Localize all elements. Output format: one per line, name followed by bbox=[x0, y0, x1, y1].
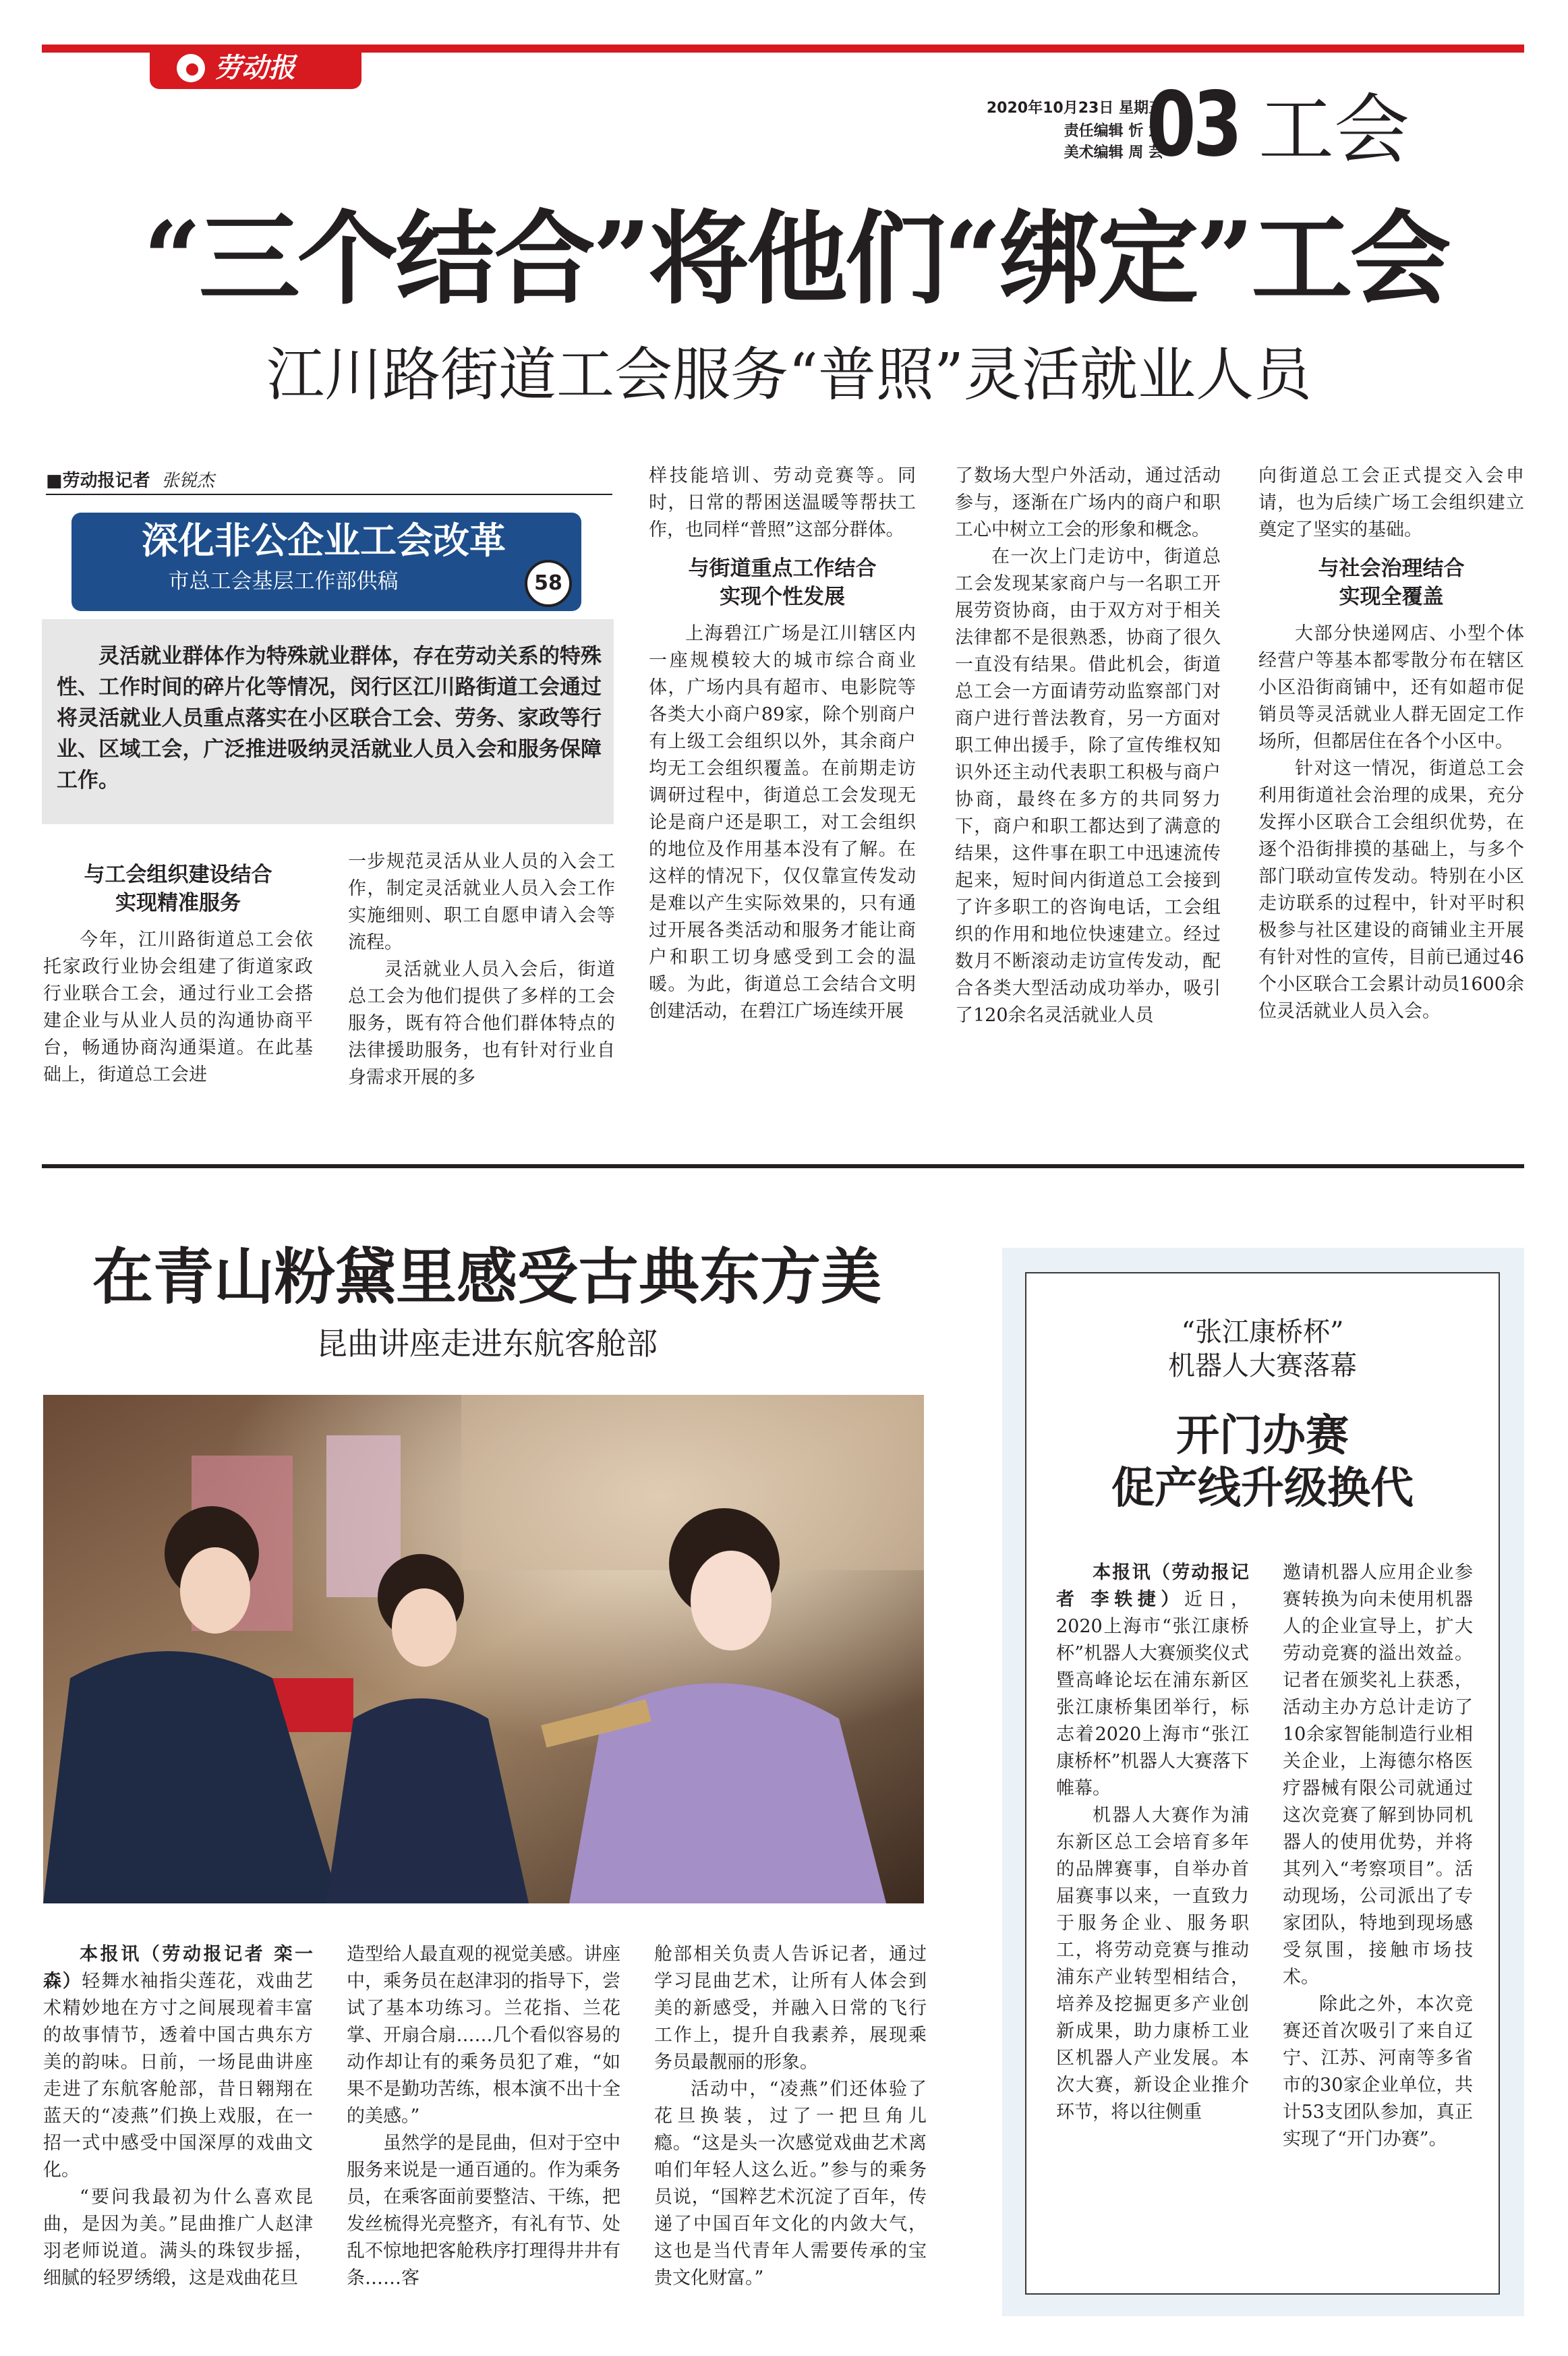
story2-col-1 bbox=[43, 1941, 313, 2292]
logo-text: 劳动报 bbox=[214, 53, 295, 84]
story3-byline: 本报讯（劳动报记者 李轶捷） bbox=[1056, 1562, 1249, 1610]
logo-icon-inner bbox=[186, 63, 198, 76]
series-title: 深化非公企业工会改革 bbox=[142, 519, 506, 562]
page-number: 03 bbox=[1146, 73, 1240, 177]
story1-lead bbox=[57, 641, 602, 796]
story3-para-2: 机器人大赛作为浦东新区总工会培育多年的品牌赛事，自举办首届赛事以来，一直致力于服务企业、服务职工，将劳动竞赛与推动浦东产业转型相结合，培养及挖掘更多产业创新成果，助力康桥工业区机器人产业发展。本次大赛，新设企业推介环节，将以往侧重 bbox=[1056, 1805, 1249, 2123]
story3-para-1-text: 近日，2020上海市“张江康桥杯”机器人大赛颁奖仪式暨高峰论坛在浦东新区张江康桥集团举行，标志着2020上海市“张江康桥杯”机器人大赛落下帷幕。 bbox=[1056, 1589, 1250, 1799]
story1-col-3 bbox=[649, 463, 916, 1025]
para-org-2-cont: 样技能培训、劳动竞赛等。同时，日常的帮困送温暖等帮扶工作，也同样“普照”这部分群体。 bbox=[649, 465, 916, 540]
story2-para-1-text: 轻舞水袖指尖莲花，戏曲艺术精妙地在方寸之间展现着丰富的故事情节，透着中国古典东方美的韵味。日前，一场昆曲讲座走进了东航客舱部，昔日翱翔在蓝天的“凌燕”们换上戏服，在一招一式中感受中国深厚的戏曲文化。 bbox=[43, 1971, 314, 2181]
story3-headline: 开门办赛 促产线升级换代 bbox=[1111, 1410, 1414, 1514]
story2-para-2-cont: 造型给人最直观的视觉美感。讲座中，乘务员在赵津羽的指导下，尝试了基本功练习。兰花指、兰花掌、开扇合扇……几个看似容易的动作却让有的乘务员犯了难，“如果不是勤功苦练，根本演不出十全的美感。” bbox=[347, 1944, 620, 2127]
story3-col-2 bbox=[1283, 1559, 1473, 2153]
story2-para-2: “要问我最初为什么喜欢昆曲，是因为美。”昆曲推广人赵津羽老师说道。满头的珠钗步摇，细腻的轻罗绣缎，这是戏曲花旦 bbox=[43, 2187, 313, 2289]
kunqu-photo-illustration bbox=[43, 1395, 924, 1903]
para-key-2: 在一次上门走访中，街道总工会发现某家商户与一名职工开展劳资协商，由于双方对于相关法律都不是很熟悉，协商了很久一直没有结果。借此机会，街道总工会一方面请劳动监察部门对商户进行普法教育，另一方面对职工伸出援手，除了宣传维权知识外还主动代表职工积极与商户协商，最终在多方的共同努力下，商户和职工都达到了满意的结果，这件事在职工中迅速流传起来，短时间内街道总工会接到了许多职工的咨询电话，工会组织的作用和地位快速建立。经过数月不断滚动走访宣传发动，配合各类大型活动成功举办，吸引了120余名灵活就业人员 bbox=[955, 546, 1221, 1026]
para-key-1: 上海碧江广场是江川辖区内一座规模较大的城市综合商业体，广场内具有超市、电影院等各类大小商户89家，除个别商户有上级工会组织以外，其余商户均无工会组织覆盖。在前期走访调研过程中，街道总工会发现无论是商户还是职工，对工会组织的地位及作用基本没有了解。在这样的情况下，仅仅靠宣传发动是难以产生实际效果的，只有通过开展各类活动和服务才能让商户和职工切身感受到工会的温暖。为此，街道总工会结合文明创建活动，在碧江广场连续开展 bbox=[649, 623, 916, 1022]
story3-para-1 bbox=[1056, 1559, 1249, 1802]
story3-para-3: 除此之外，本次竞赛还首次吸引了来自辽宁、江苏、河南等多省市的30家企业单位，共计53支团队参加，真正实现了“开门办赛”。 bbox=[1283, 1994, 1473, 2150]
lead-text: 灵活就业群体作为特殊就业群体，存在劳动关系的特殊性、工作时间的碎片化等情况，闵行区江川路街道工会通过将灵活就业人员重点落实在小区联合工会、劳务、家政等行业、区域工会，广泛推进吸纳灵活就业人员入会和服务保障工作。 bbox=[57, 644, 602, 793]
series-number: 58 bbox=[534, 571, 562, 595]
story1-subhead: 江川路街道工会服务“普照”灵活就业人员 bbox=[266, 341, 1312, 409]
section-name: 工会 bbox=[1258, 86, 1410, 174]
story1-col-1 bbox=[43, 850, 313, 1089]
story1-headline: “三个结合”将他们“绑定”工会 bbox=[143, 200, 1449, 318]
story2-subhead: 昆曲讲座走进东航客舱部 bbox=[316, 1325, 658, 1362]
story2-para-3-cont: 舱部相关负责人告诉记者，通过学习昆曲艺术，让所有人体会到美的新感受，并融入日常的飞行工作上，提升自我素养，展现乘务员最靓丽的形象。 bbox=[654, 1944, 927, 2073]
para-org-1: 今年，江川路街道总工会依托家政行业协会组建了街道家政行业联合工会，通过行业工会搭建企业与从业人员的沟通协商平台，畅通协商沟通渠道。在此基础上，街道总工会进 bbox=[43, 929, 313, 1085]
byline-rule bbox=[46, 494, 612, 495]
story1-col-4 bbox=[955, 463, 1221, 1029]
para-soc-1: 大部分快递网店、小型个体经营户等基本都零散分布在辖区小区沿街商铺中，还有如超市促销员等灵活就业人群无固定工作场所，但都居住在各个小区中。 bbox=[1258, 623, 1524, 752]
para-org-1-cont: 一步规范灵活从业人员的入会工作，制定灵活就业人员入会工作实施细则、职工自愿申请入会等流程。 bbox=[348, 851, 615, 953]
story2-col-3 bbox=[654, 1941, 927, 2292]
byline-name: 张锐杰 bbox=[161, 471, 214, 491]
editor-line-1: 责任编辑 忻 意 bbox=[1064, 123, 1163, 140]
series-provider: 市总工会基层工作部供稿 bbox=[168, 569, 399, 594]
section-divider bbox=[42, 1164, 1524, 1168]
story2-headline: 在青山粉黛里感受古典东方美 bbox=[92, 1241, 881, 1313]
story3-col-1 bbox=[1056, 1559, 1249, 2126]
story3-kicker: “张江康桥杯” 机器人大赛落幕 bbox=[1168, 1317, 1357, 1381]
story2-para-3: 虽然学的是昆曲，但对于空中服务来说是一通百通的。作为乘务员，在乘客面前要整洁、干练，把发丝梳得光亮整齐，有礼有节、处乱不惊地把客舱秩序打理得井井有条……客 bbox=[347, 2133, 620, 2289]
para-key-2-cont: 向街道总工会正式提交入会申请，也为后续广场工会组织建立奠定了坚实的基础。 bbox=[1258, 465, 1524, 540]
subhead-org: 与工会组织建设结合 实现精准服务 bbox=[84, 863, 272, 915]
story2-para-4: 活动中，“凌燕”们还体验了花旦换装，过了一把旦角儿瘾。“这是头一次感觉戏曲艺术离咱们年轻人这么近。”参与的乘务员说，“国粹艺术沉淀了百年，传递了中国百年文化的内敛大气，这也是当代青年人需要传承的宝贵文化财富。” bbox=[654, 2079, 927, 2289]
story1-col-5 bbox=[1258, 463, 1524, 1025]
editor-line-2: 美术编辑 周 芸 bbox=[1064, 144, 1163, 161]
para-org-2: 灵活就业人员入会后，街道总工会为他们提供了多样的工会服务，既有符合他们群体特点的法律援助服务，也有针对行业自身需求开展的多 bbox=[348, 959, 615, 1088]
story2-col-2 bbox=[347, 1941, 620, 2292]
story2-byline: 本报讯（劳动报记者 栾一森） bbox=[43, 1944, 313, 1992]
byline-tag: ■劳动报记者 bbox=[46, 471, 150, 491]
story1-col-2 bbox=[348, 849, 615, 1091]
para-soc-2: 针对这一情况，街道总工会利用街道社会治理的成果，充分发挥小区联合工会组织优势，在逐个沿街排摸的基础上，与多个部门联动宣传发动。特别在小区走访联系的过程中，针对平时积极参与社区建设的商铺业主开展有针对性的宣传，目前已通过46个小区联合工会累计动员1600余位灵活就业人员入会。 bbox=[1258, 758, 1524, 1022]
para-key-1-cont: 了数场大型户外活动，通过活动参与，逐渐在广场内的商户和职工心中树立工会的形象和概念。 bbox=[955, 465, 1221, 540]
story3-para-2-cont: 邀请机器人应用企业参赛转换为向未使用机器人的企业宣导上，扩大劳动竞赛的溢出效益。记者在颁奖礼上获悉，活动主办方总计走访了10余家智能制造行业相关企业，上海德尔格医疗器械有限公司就通过这次竞赛了解到协同机器人的使用优势，并将其列入“考察项目”。活动现场，公司派出了专家团队，特地到现场感受氛围，接触市场技术。 bbox=[1283, 1562, 1473, 1988]
kunqu-photo bbox=[43, 1395, 924, 1903]
story2-para-1 bbox=[43, 1941, 313, 2184]
subhead-soc: 与社会治理结合 实现全覆盖 bbox=[1318, 556, 1465, 609]
subhead-key: 与街道重点工作结合 实现个性发展 bbox=[688, 556, 877, 609]
story1-byline bbox=[46, 469, 214, 492]
issue-date: 2020年10月23日 星期五 bbox=[986, 100, 1163, 117]
